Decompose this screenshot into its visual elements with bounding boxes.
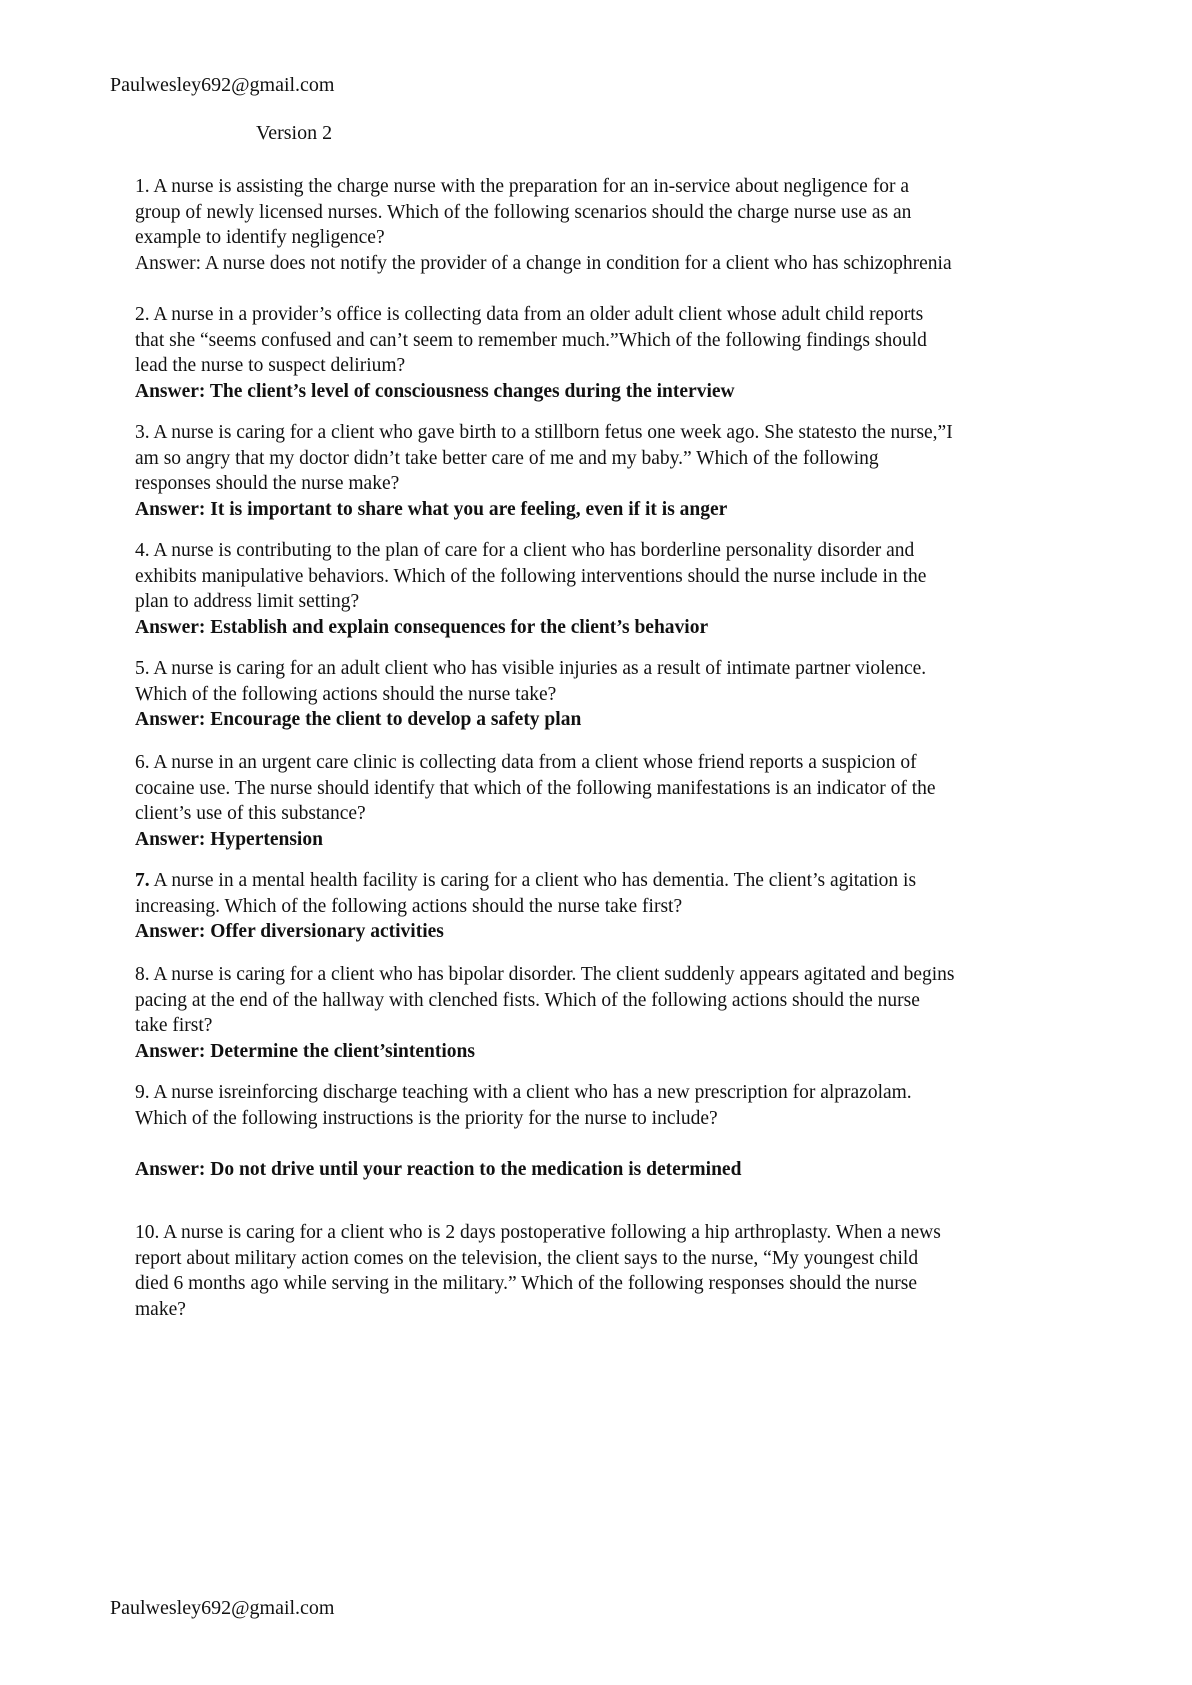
question-number-7: 7.	[135, 870, 150, 891]
question-text-8: 8. A nurse is caring for a client who has bipolar disorder. The client suddenly appears agitated and begins pacing at the end of the hallway with clenched fists. Which of the following actions should the nurse take first?	[135, 964, 955, 1037]
question-item-2	[135, 302, 955, 404]
answer-text-9: Answer: Do not drive until your reaction to the medication is determined	[135, 1159, 742, 1181]
question-item-9	[135, 1080, 955, 1183]
question-item-5	[135, 656, 955, 733]
question-item-3	[135, 420, 955, 522]
answer-text-8: Answer: Determine the client’sintentions	[135, 1040, 475, 1062]
question-text-10: 10. A nurse is caring for a client who is 2 days postoperative following a hip arthroplasty. When a news report about military action comes on the television, the client says to the nurse, “My youngest child died 6 months ago while serving in the military.” Which of the following responses should the nurse make?	[135, 1222, 941, 1320]
question-item-10	[135, 1220, 955, 1322]
answer-text-7: Answer: Offer diversionary activities	[135, 921, 444, 943]
question-text-2: 2. A nurse in a provider’s office is collecting data from an older adult client whose adult child reports that she “seems confused and can’t seem to remember much.”Which of the following findings should lead the nurse to suspect delirium?	[135, 304, 927, 377]
footer-email: Paulwesley692@gmail.com	[110, 1597, 335, 1619]
version-label: Version 2	[256, 122, 333, 144]
question-text-3: 3. A nurse is caring for a client who gave birth to a stillborn fetus one week ago. She statesto the nurse,”I am so angry that my doctor didn’t take better care of me and my baby.” Which of the following responses should the nurse make?	[135, 422, 953, 495]
question-item-8	[135, 962, 955, 1064]
question-body-7: A nurse in a mental health facility is caring for a client who has dementia. The client’s agitation is increasing. Which of the following actions should the nurse take first?	[135, 870, 917, 917]
question-text-7	[135, 868, 955, 919]
question-text-5: 5. A nurse is caring for an adult client who has visible injuries as a result of intimate partner violence. Which of the following actions should the nurse take?	[135, 658, 927, 705]
answer-text-4: Answer: Establish and explain consequences for the client’s behavior	[135, 616, 709, 638]
question-item-1	[135, 174, 955, 276]
question-item-7	[135, 868, 955, 945]
question-text-1: 1. A nurse is assisting the charge nurse with the preparation for an in-service about negligence for a group of newly licensed nurses. Which of the following scenarios should the charge nurse use as an example to identify negligence?	[135, 176, 912, 249]
question-item-6	[135, 750, 955, 852]
answer-text-2: Answer: The client’s level of consciousness changes during the interview	[135, 380, 735, 402]
question-text-9: 9. A nurse isreinforcing discharge teaching with a client who has a new prescription for alprazolam. Which of the following instructions is the priority for the nurse to include?	[135, 1082, 912, 1129]
question-text-6: 6. A nurse in an urgent care clinic is collecting data from a client whose friend reports a suspicion of cocaine use. The nurse should identify that which of the following manifestations is an indicator of the client’s use of this substance?	[135, 752, 936, 825]
answer-text-5: Answer: Encourage the client to develop a safety plan	[135, 709, 582, 731]
answer-text-1: Answer: A nurse does not notify the provider of a change in condition for a client who has schizophrenia	[135, 252, 952, 274]
answer-text-3: Answer: It is important to share what you are feeling, even if it is anger	[135, 498, 728, 520]
header-email: Paulwesley692@gmail.com	[110, 74, 335, 96]
question-item-4	[135, 538, 955, 640]
answer-text-6: Answer: Hypertension	[135, 828, 323, 850]
question-text-4: 4. A nurse is contributing to the plan of care for a client who has borderline personality disorder and exhibits manipulative behaviors. Which of the following interventions should the nurse include in the plan to address limit setting?	[135, 540, 927, 613]
